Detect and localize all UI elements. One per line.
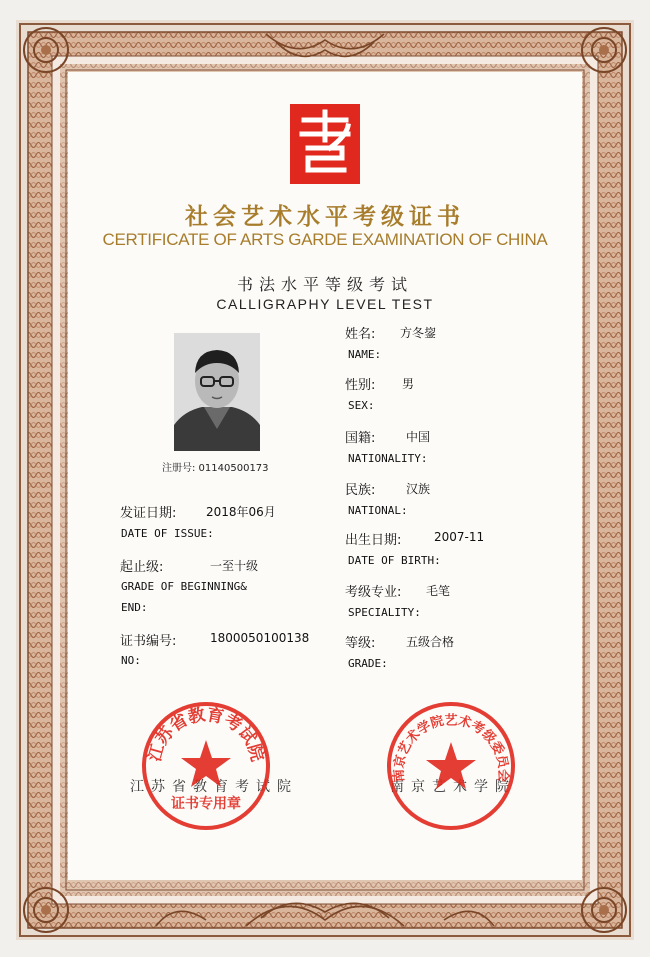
- registration-number: 注册号: 01140500173: [162, 463, 269, 474]
- grade-range-label-en-2: END:: [121, 601, 148, 614]
- right-stamp-arc-text: 南京艺术学院艺术考级委员会: [391, 713, 511, 783]
- speciality-label-en: SPECIALITY:: [348, 606, 421, 619]
- right-official-stamp: [385, 700, 517, 832]
- ethnicity-label-en: NATIONAL:: [348, 504, 408, 517]
- ethnicity-value: 汉族: [406, 482, 431, 496]
- certificate-number-label-en: NO:: [121, 654, 141, 667]
- left-stamp-arc-text: 江苏省教育考试院: [144, 705, 268, 764]
- grade-value: 五级合格: [406, 635, 455, 649]
- speciality-label: 考级专业:: [345, 585, 402, 600]
- left-official-stamp: [140, 700, 272, 832]
- name-label: 姓名:: [345, 327, 376, 342]
- issue-date-value: 2018年06月: [206, 505, 276, 519]
- ethnicity-label: 民族:: [345, 483, 376, 498]
- issue-date-label-en: DATE OF ISSUE:: [121, 527, 214, 540]
- issue-date-label: 发证日期:: [120, 506, 177, 521]
- certificate-emblem-logo: [290, 104, 360, 184]
- certificate-title-cn: 社会艺术水平考级证书: [185, 203, 465, 230]
- grade-range-label: 起止级:: [120, 560, 164, 575]
- birth-date-label: 出生日期:: [345, 533, 402, 548]
- candidate-photo: [174, 333, 260, 451]
- sex-label: 性别:: [345, 378, 376, 393]
- nationality-label: 国籍:: [345, 431, 376, 446]
- sex-label-en: SEX:: [348, 399, 375, 412]
- grade-range-label-en: GRADE OF BEGINNING&: [121, 580, 247, 593]
- birth-date-label-en: DATE OF BIRTH:: [348, 554, 441, 567]
- test-title-cn: 书法水平等级考试: [236, 275, 413, 294]
- grade-label-en: GRADE:: [348, 657, 388, 670]
- speciality-value: 毛笔: [426, 584, 451, 598]
- grade-label: 等级:: [345, 636, 376, 651]
- nationality-value: 中国: [406, 430, 431, 444]
- test-title-en: CALLIGRAPHY LEVEL TEST: [216, 296, 434, 312]
- grade-range-value: 一至十级: [210, 559, 259, 573]
- issuer-right-name: 南京艺术学院: [390, 779, 516, 795]
- certificate-number-label: 证书编号:: [120, 634, 177, 649]
- name-value: 方冬鋆: [400, 326, 437, 340]
- nationality-label-en: NATIONALITY:: [348, 452, 428, 465]
- name-label-en: NAME:: [348, 348, 382, 361]
- certificate-number-value: 1800050100138: [210, 631, 310, 645]
- issuer-left-name: 江苏省教育考试院: [130, 779, 298, 795]
- sex-value: 男: [402, 377, 415, 391]
- certificate-title-en: CERTIFICATE OF ARTS GARDE EXAMINATION OF CHINA: [102, 230, 548, 249]
- left-stamp-bottom-text: 证书专用章: [171, 796, 241, 812]
- birth-date-value: 2007-11: [434, 530, 485, 544]
